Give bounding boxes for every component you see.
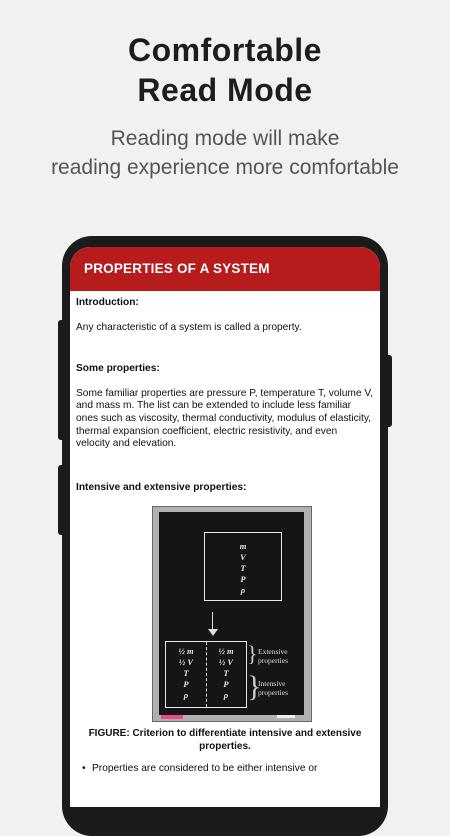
intensive-heading: Intensive and extensive properties: xyxy=(76,481,247,493)
header-bar xyxy=(70,247,380,291)
figure-caption: FIGURE: Criterion to differentiate intensive and extensive properties. xyxy=(88,728,362,752)
header-title: PROPERTIES OF A SYSTEM xyxy=(84,261,270,276)
chalk-pink xyxy=(161,715,183,719)
phone-screen[interactable] xyxy=(70,247,380,807)
split-system-box xyxy=(165,641,247,708)
intensive-label: Intensive properties xyxy=(258,679,288,697)
intro-heading: Introduction: xyxy=(76,297,139,308)
brace-intensive: } xyxy=(247,670,262,704)
bullet-text: Properties are considered to be either intensive or xyxy=(92,763,318,775)
extensive-label: Extensive properties xyxy=(258,647,288,665)
promo-title-line2: Read Mode xyxy=(137,72,313,108)
chalk-white xyxy=(277,715,295,718)
right-half-variables: ½ m ½ V T P ρ xyxy=(218,646,234,701)
list-item xyxy=(76,763,374,776)
arrow-head-icon xyxy=(208,629,218,636)
reading-content[interactable] xyxy=(70,297,380,776)
chalkboard xyxy=(159,512,304,715)
promo-title xyxy=(0,30,450,110)
brace-extensive: } xyxy=(247,641,258,667)
left-half-variables: ½ m ½ V T P ρ xyxy=(178,646,194,701)
promo-subtitle-line2: reading experience more comfortable xyxy=(51,156,399,179)
promo-subtitle-line1: Reading mode will make xyxy=(110,127,340,150)
promo-title-line1: Comfortable xyxy=(128,32,322,68)
system-box xyxy=(204,532,282,601)
partition-line xyxy=(206,642,207,707)
some-properties-text: Some familiar properties are pressure P, temperature T, volume V, and mass m. The list can be extended to include less familiar ones such as viscosity, thermal conductivity, modulus of elasticity, thermal expansion coefficient, electric resistivity, and even velocity and elevation. xyxy=(76,387,374,450)
system-variables: m V T P ρ xyxy=(239,541,247,596)
figure-chalkboard xyxy=(152,506,312,722)
some-properties-heading: Some properties: xyxy=(76,363,160,375)
intro-text: Any characteristic of a system is called a property. xyxy=(76,321,302,333)
promo-subtitle xyxy=(0,124,450,182)
